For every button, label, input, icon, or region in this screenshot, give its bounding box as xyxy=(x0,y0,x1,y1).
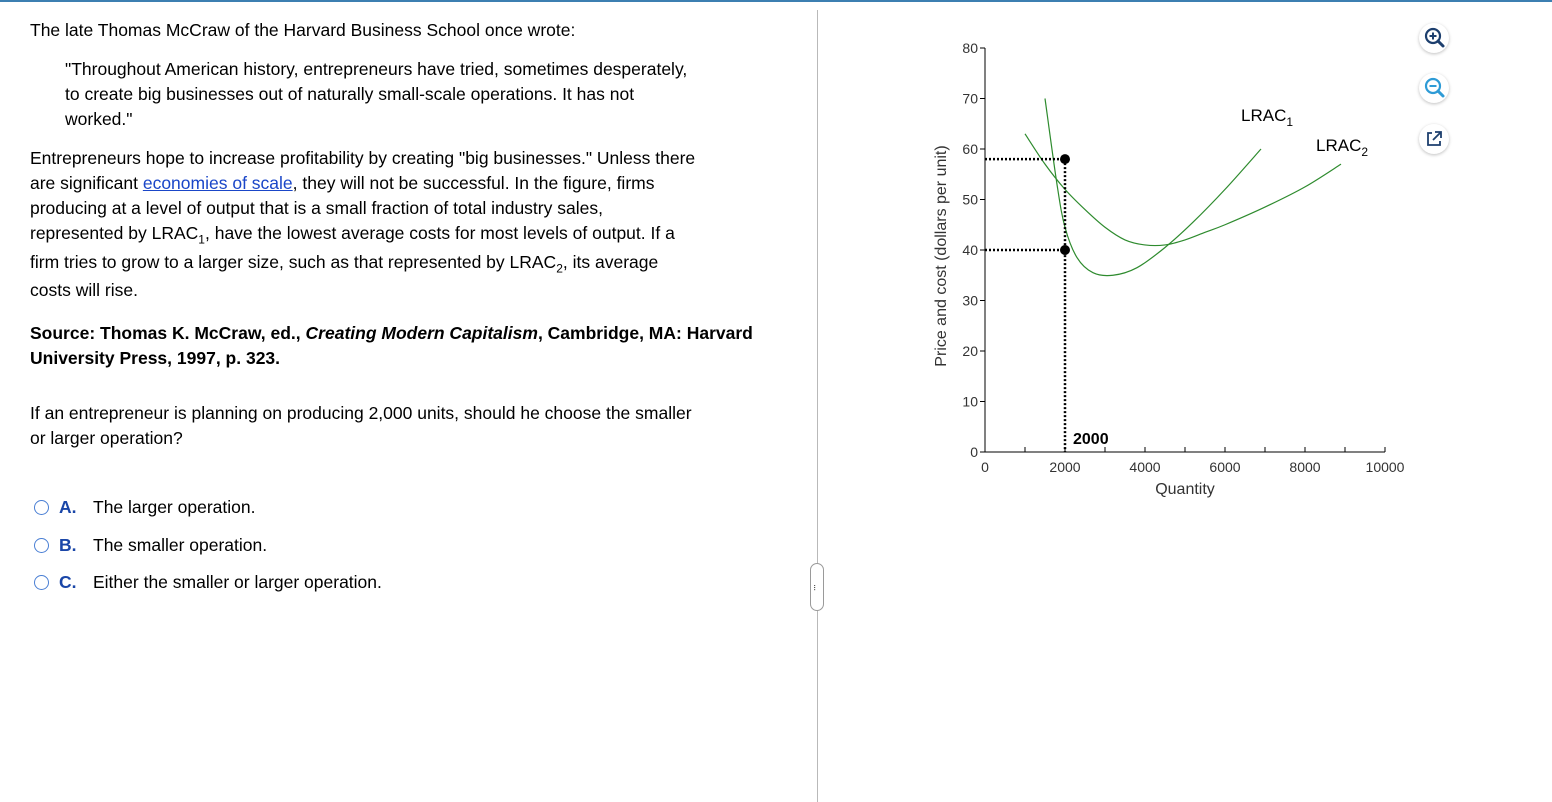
para-text: are significant xyxy=(30,173,143,193)
data-point xyxy=(1060,245,1070,255)
y-tick-label: 0 xyxy=(970,444,978,460)
y-tick-label: 20 xyxy=(962,343,978,359)
lrac-1-label xyxy=(1241,106,1293,129)
y-tick-label: 40 xyxy=(962,242,978,258)
lrac-1-curve xyxy=(1045,99,1261,276)
option-letter: A. xyxy=(59,497,77,518)
zoom-in-icon xyxy=(1422,26,1446,50)
para-text: represented by LRAC xyxy=(30,223,199,243)
quote-line: worked." xyxy=(65,109,133,129)
para-text: firm tries to grow to a larger size, such as that represented by LRAC xyxy=(30,252,557,272)
option-letter: C. xyxy=(59,572,77,593)
popout-icon xyxy=(1423,128,1445,150)
label-subscript: 2 xyxy=(1361,145,1369,160)
popout-button[interactable] xyxy=(1419,124,1449,154)
y-axis-label: Price and cost (dollars per unit) xyxy=(933,145,950,367)
option-text: The larger operation. xyxy=(93,497,256,518)
book-title: Creating Modern Capitalism xyxy=(305,323,538,343)
para-text: , they will not be successful. In the figure, firms xyxy=(292,173,655,193)
label-name: LRAC xyxy=(1316,136,1362,156)
option-letter: B. xyxy=(59,534,77,555)
lrac-2-label xyxy=(1316,136,1368,159)
source-text: , Cambridge, MA: Harvard xyxy=(537,323,753,343)
para-text: , have the lowest average costs for most levels of output. If a xyxy=(204,223,675,243)
y-tick-label: 70 xyxy=(962,90,978,107)
subscript: 2 xyxy=(556,261,563,276)
y-tick-label: 50 xyxy=(962,191,978,208)
y-tick-label: 30 xyxy=(962,292,978,309)
x-tick-label: 4000 xyxy=(1129,459,1161,475)
economies-of-scale-link[interactable]: economies of scale xyxy=(142,173,293,193)
lrac-2-curve xyxy=(1025,134,1341,246)
x-tick-label: 0 xyxy=(981,459,989,475)
x-tick-label: 10000 xyxy=(1365,459,1405,475)
y-tick-label: 60 xyxy=(962,141,978,157)
x-tick-label: 2000 xyxy=(1049,459,1081,475)
subscript: 1 xyxy=(198,232,205,247)
y-tick-label: 80 xyxy=(962,40,978,56)
para-text: , its average xyxy=(562,252,659,272)
panel-resize-handle[interactable]: ... xyxy=(810,563,824,611)
source-text: Source: Thomas K. McCraw, ed., xyxy=(30,323,306,343)
data-point xyxy=(1060,154,1070,164)
option-text: The smaller operation. xyxy=(93,534,268,555)
y-tick-label: 10 xyxy=(962,393,978,410)
zoom-out-icon xyxy=(1422,76,1446,100)
question-line: or larger operation? xyxy=(30,428,183,448)
x-tick-label: 8000 xyxy=(1289,459,1321,475)
label-subscript: 1 xyxy=(1286,115,1294,129)
quote-line: to create big businesses out of naturally small-scale operations. It has not xyxy=(65,84,635,104)
zoom-in-button[interactable] xyxy=(1419,23,1449,53)
zoom-out-button[interactable] xyxy=(1419,73,1449,103)
para-line: Entrepreneurs hope to increase profitability by creating "big businesses." Unless there xyxy=(30,148,696,168)
para-line: costs will rise. xyxy=(30,280,138,300)
option-text: Either the smaller or larger operation. xyxy=(93,572,382,593)
para-line: producing at a level of output that is a small fraction of total industry sales, xyxy=(30,198,603,218)
intro-text: The late Thomas McCraw of the Harvard Business School once wrote: xyxy=(30,20,576,40)
x-axis-label: Quantity xyxy=(1155,481,1215,498)
source-line: University Press, 1997, p. 323. xyxy=(30,348,281,368)
x-tick-label: 6000 xyxy=(1209,459,1241,475)
label-name: LRAC xyxy=(1241,106,1287,125)
quantity-marker-label: 2000 xyxy=(1073,431,1109,448)
question-line: If an entrepreneur is planning on producing 2,000 units, should he choose the smaller xyxy=(30,403,692,423)
quote-line: "Throughout American history, entrepreneurs have tried, sometimes desperately, xyxy=(65,59,688,79)
